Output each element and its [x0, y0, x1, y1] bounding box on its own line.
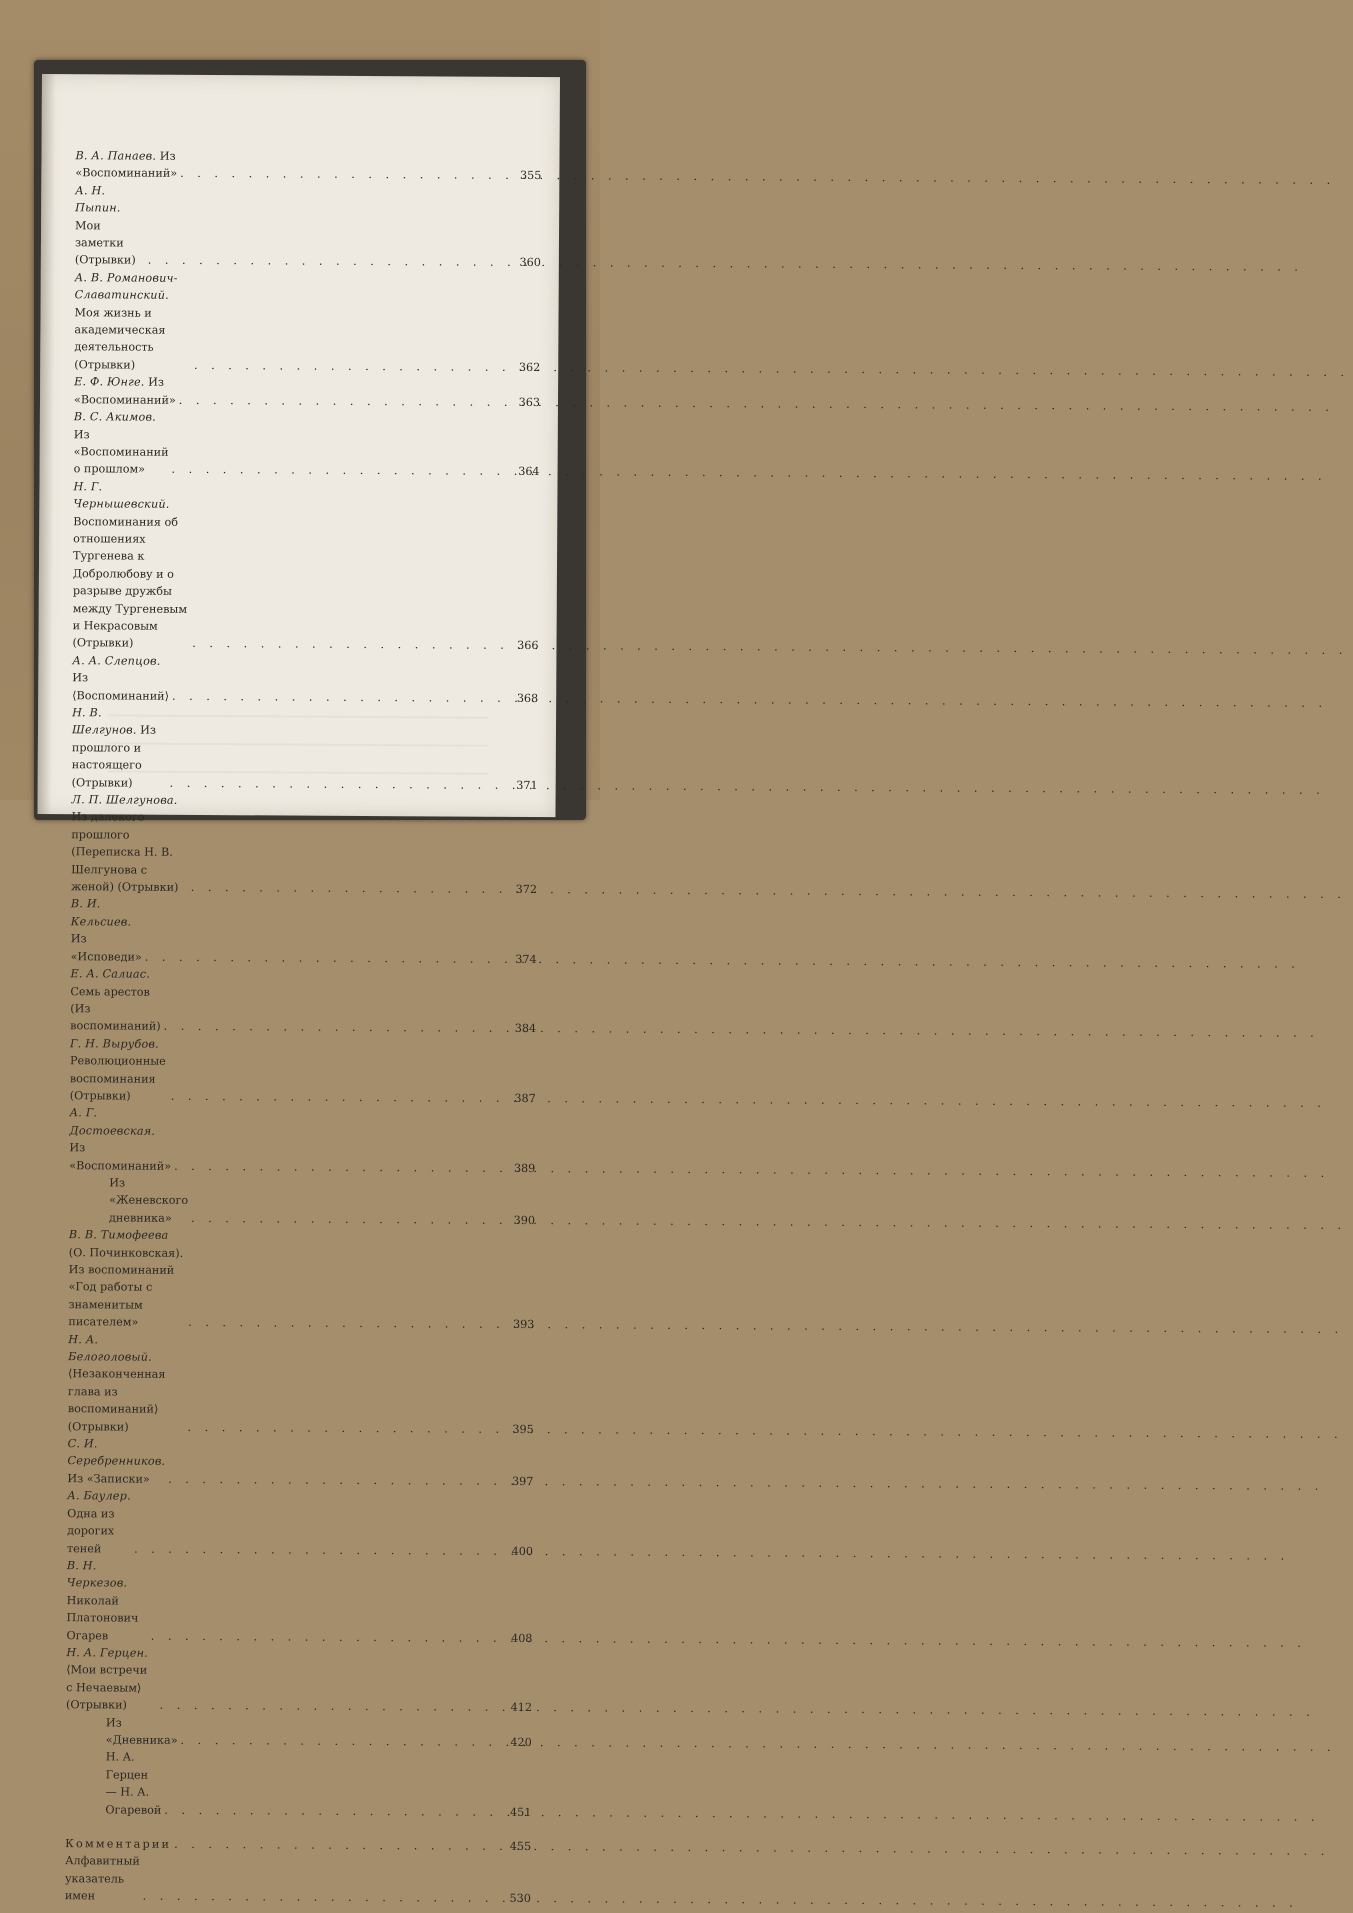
toc-title: Из далекого прошлого (Переписка Н. В. Шелгунова с женой) (Отрывки) — [70, 810, 179, 894]
toc-title: Мои заметки (Отрывки) — [74, 218, 136, 268]
toc-page-number: 408 — [511, 1631, 533, 1645]
toc-title: Из «Воспоминаний» — [69, 1141, 172, 1173]
dot-leader — [172, 687, 504, 706]
toc-entry — [75, 147, 541, 185]
toc-page-number: 451 — [509, 1805, 532, 1819]
toc-author: А. Г. Достоевская. — [69, 1106, 156, 1138]
toc-page-number: 371 — [516, 778, 538, 792]
toc-author: Е. А. Салиас. — [70, 967, 151, 981]
toc-entry — [74, 408, 540, 480]
dot-leader — [134, 1540, 499, 1560]
dot-leader — [191, 879, 503, 898]
toc-author: А. Баулер. — [67, 1489, 131, 1503]
toc-title: Из ⟨Воспоминаний⟩ — [72, 671, 170, 703]
toc-title: Комментарии — [65, 1837, 172, 1851]
toc-page-number: 364 — [518, 465, 540, 479]
toc-back-matter-entry — [65, 1853, 531, 1908]
toc-page-number: 393 — [512, 1318, 535, 1332]
toc-author: В. Н. Черкезов. — [66, 1559, 128, 1590]
toc-entry — [66, 1557, 533, 1647]
toc-title: Семь арестов (Из воспоминаний) — [70, 984, 161, 1034]
toc-page-number: 412 — [510, 1701, 533, 1715]
toc-page-number: 374 — [515, 952, 537, 966]
toc-entry — [65, 1749, 531, 1821]
toc-title: Воспоминания об отношениях Тургенева к Добролюбову и о разрыве дружбы между Тургеневым и Некрасовым (Отрывки) — [72, 514, 188, 650]
dot-leader — [174, 1157, 501, 1176]
dot-leader — [143, 1888, 497, 1908]
toc-entry — [74, 373, 540, 411]
toc-author: В. В. Тимофеева — [68, 1228, 169, 1242]
toc-entry — [74, 269, 541, 376]
toc-entry — [67, 1487, 533, 1559]
toc-title: Из «Воспоминаний» — [75, 149, 178, 181]
toc-entry — [68, 1331, 535, 1438]
dot-leader — [188, 1314, 500, 1333]
toc-entry — [70, 1035, 536, 1107]
toc-page-number: 355 — [519, 169, 542, 183]
toc-page-number: 397 — [512, 1474, 534, 1488]
toc-author: Л. П. Шелгунова. — [71, 793, 178, 807]
toc-page-number: 384 — [514, 1022, 537, 1036]
toc-author: В. С. Акимов. — [73, 410, 156, 424]
toc-author: В. А. Панаев. — [75, 149, 157, 163]
dot-leader — [164, 1018, 503, 1037]
dot-leader — [170, 774, 504, 793]
toc-title: Из прошлого и настоящего (Отрывки) — [71, 724, 157, 790]
toc-author: С. И. Серебренников. — [67, 1437, 166, 1469]
toc-title: Н. А. Герцен — Н. А. Огаревой — [105, 1750, 162, 1817]
toc-author: Е. Ф. Юнге. — [74, 375, 145, 389]
toc-author: В. И. Кельсиев. — [70, 897, 132, 929]
dot-leader — [145, 948, 503, 968]
toc-entry — [68, 1226, 535, 1333]
dot-leader — [171, 1088, 502, 1107]
toc-page-number: 387 — [514, 1091, 536, 1105]
dot-leader — [164, 1801, 497, 1820]
toc-author: Н. В. Шелгунов. — [71, 706, 137, 737]
toc-page-number: 389 — [513, 1161, 536, 1175]
toc-author: А. А. Слепцов. — [72, 653, 161, 668]
toc-page-number: 366 — [517, 639, 539, 653]
book-page — [37, 74, 560, 1906]
table-of-contents — [65, 147, 542, 1907]
toc-title: Из «Записки» — [67, 1472, 150, 1486]
toc-author: А. В. Романович-Славатинский. — [74, 271, 178, 303]
toc-entry — [66, 1644, 532, 1716]
dot-leader — [151, 1627, 499, 1647]
toc-page-number: 368 — [516, 691, 539, 705]
toc-entry — [71, 896, 537, 968]
dot-leader — [168, 1471, 499, 1490]
toc-page-number: 455 — [509, 1839, 532, 1854]
dot-leader — [191, 1210, 501, 1229]
dot-leader — [187, 1419, 499, 1438]
toc-title: Алфавитный указатель имен — [64, 1854, 140, 1903]
dot-leader — [174, 1836, 497, 1855]
toc-page-number: 363 — [518, 395, 541, 409]
toc-page-number: 390 — [513, 1213, 536, 1227]
toc-title: Из «Воспоминаний о прошлом» — [73, 427, 169, 476]
dot-leader — [194, 357, 506, 376]
toc-page-number: 420 — [510, 1735, 532, 1749]
dot-leader — [179, 392, 506, 411]
toc-entry — [69, 1174, 535, 1229]
toc-entry — [69, 1105, 535, 1177]
dot-leader — [148, 252, 507, 272]
toc-title: Из «Исповеди» — [70, 932, 142, 964]
toc-author: Н. А. Герцен. — [66, 1646, 149, 1660]
toc-page-number: 362 — [518, 360, 541, 374]
dot-leader — [171, 461, 505, 480]
toc-entry — [72, 478, 539, 655]
toc-page-number: 400 — [511, 1544, 534, 1558]
toc-author: А. Н. Пыпин. — [75, 184, 121, 215]
dot-leader — [181, 1732, 498, 1751]
toc-page-number: 395 — [512, 1422, 534, 1436]
toc-title: Революционные воспоминания (Отрывки) — [69, 1054, 166, 1103]
dot-leader — [180, 165, 507, 184]
toc-author: Н. А. Белоголовый. — [68, 1332, 152, 1364]
toc-title: ⟨Незаконченная глава из воспоминаний⟩ (Отрывки) — [67, 1367, 166, 1434]
dot-leader — [160, 1697, 498, 1716]
toc-title: (О. Починковская). Из воспоминаний «Год работы с знаменитым писателем» — [68, 1245, 184, 1329]
toc-title: Николай Платонович Огарев — [66, 1593, 139, 1642]
toc-title: Из «Дневника» — [105, 1715, 178, 1747]
toc-page-number: 530 — [509, 1892, 531, 1906]
toc-title: Моя жизнь и академическая деятельность (Отрывки) — [74, 305, 166, 372]
toc-page-number: 372 — [515, 882, 538, 897]
dot-leader — [192, 635, 504, 654]
toc-entry — [70, 965, 536, 1037]
toc-author: Н. Г. Чернышевский. — [73, 479, 170, 511]
toc-entry — [67, 1435, 533, 1490]
toc-title: Одна из дорогих теней — [66, 1506, 115, 1555]
toc-entry — [71, 791, 538, 898]
toc-entry — [72, 652, 538, 707]
toc-title: ⟨Мои встречи с Нечаевым⟩ (Отрывки) — [65, 1663, 148, 1712]
toc-entry — [75, 182, 542, 272]
toc-title: Из «Воспоминаний» — [73, 375, 176, 407]
toc-title: Из «Женевского дневника» — [108, 1176, 189, 1225]
toc-entry — [66, 1714, 532, 1752]
toc-author: Г. Н. Вырубов. — [70, 1036, 159, 1051]
toc-page-number: 360 — [519, 256, 541, 270]
